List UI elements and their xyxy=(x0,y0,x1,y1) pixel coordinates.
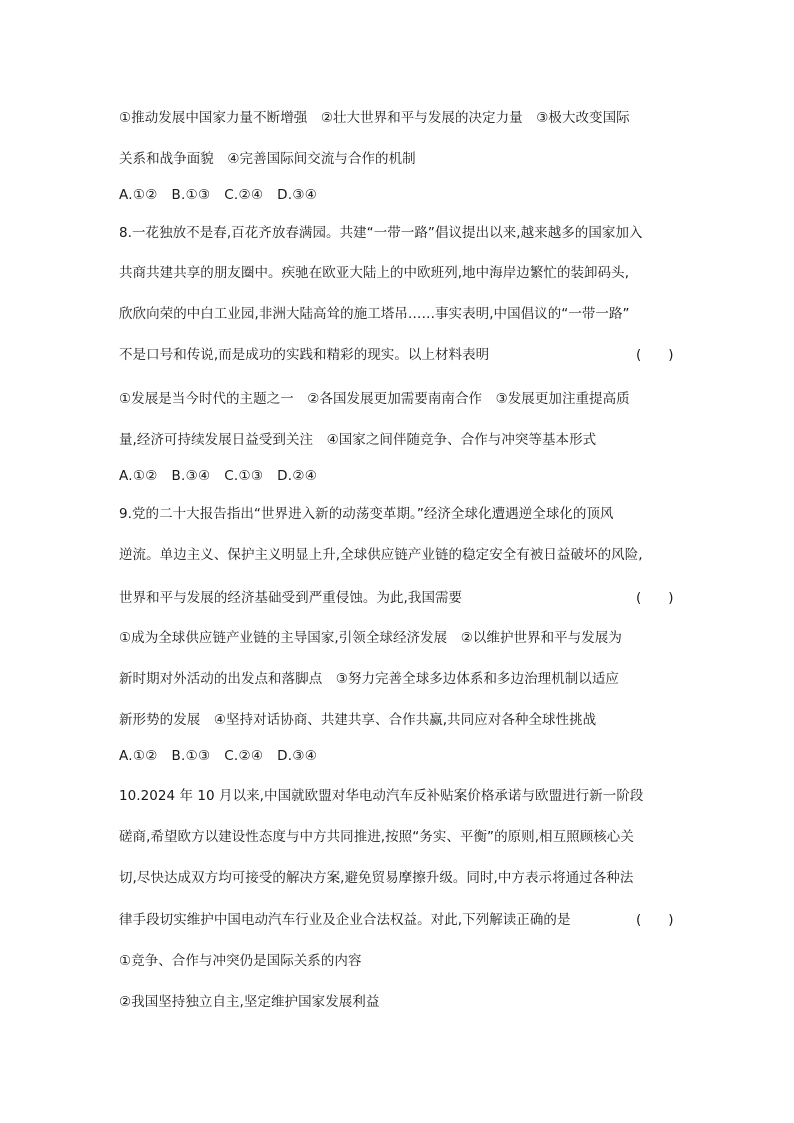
q8-stem-line-3: 欣欣向荣的中白工业园,非洲大陆高耸的施工塔吊……事实表明,中国倡议的“一带一路” xyxy=(119,306,630,322)
q10-stem-line-4: 律手段切实维护中国电动汽车行业及企业合法权益。对此,下列解读正确的是 xyxy=(119,912,571,928)
q10-choice-line-2: ②我国坚持独立自主,坚定维护国家发展利益 xyxy=(119,994,380,1010)
q10-stem-line-1: 10.2024 年 10 月以来,中国就欧盟对华电动汽车反补贴案价格承诺与欧盟进行新一阶段 xyxy=(119,788,644,804)
q10-stem-line-2: 磋商,希望欧方以建设性态度与中方共同推进,按照“务实、平衡”的原则,相互照顾核心关 xyxy=(119,829,634,845)
q8-answer-options: A.①② B.③④ C.①③ D.②④ xyxy=(119,468,318,484)
q9-stem-line-2: 逆流。单边主义、保护主义明显上升,全球供应链产业链的稳定安全有被日益破坏的风险, xyxy=(119,547,643,563)
q8-answer-bracket: ( ) xyxy=(636,347,674,363)
q9-choice-line-2: 新时期对外活动的出发点和落脚点 ③努力完善全球多边体系和多边治理机制以适应 xyxy=(119,671,619,687)
q10-stem-line-3: 切,尽快达成双方均可接受的解决方案,避免贸易摩擦升级。同时,中方表示将通过各种法 xyxy=(119,870,634,886)
q9-choice-line-3: 新形势的发展 ④坚持对话协商、共建共享、合作共赢,共同应对各种全球性挑战 xyxy=(119,712,597,728)
q9-stem-line-1: 9.党的二十大报告指出“世界进入新的动荡变革期。”经济全球化遭遇逆全球化的顶风 xyxy=(119,506,614,522)
q7-choice-line-2: 关系和战争面貌 ④完善国际间交流与合作的机制 xyxy=(119,151,416,167)
q9-choice-line-1: ①成为全球供应链产业链的主导国家,引领全球经济发展 ②以维护世界和平与发展为 xyxy=(119,630,622,646)
q9-answer-bracket: ( ) xyxy=(636,590,674,606)
q8-choice-line-1: ①发展是当今时代的主题之一 ②各国发展更加需要南南合作 ③发展更加注重提高质 xyxy=(119,391,630,407)
q10-choice-line-1: ①竞争、合作与冲突仍是国际关系的内容 xyxy=(119,953,362,969)
q7-choice-line-1: ①推动发展中国家力量不断增强 ②壮大世界和平与发展的决定力量 ③极大改变国际 xyxy=(119,110,630,126)
q8-stem-line-1: 8.一花独放不是春,百花齐放春满园。共建“一带一路”倡议提出以来,越来越多的国家加入 xyxy=(119,225,643,241)
q7-answer-options: A.①② B.①③ C.②④ D.③④ xyxy=(119,187,318,203)
q8-stem-line-2: 共商共建共享的朋友圈中。疾驰在欧亚大陆上的中欧班列,地中海岸边繁忙的装卸码头, xyxy=(119,265,630,281)
q8-choice-line-2: 量,经济可持续发展日益受到关注 ④国家之间伴随竞争、合作与冲突等基本形式 xyxy=(119,432,597,448)
q8-stem-line-4: 不是口号和传说,而是成功的实践和精彩的现实。以上材料表明 xyxy=(119,347,490,363)
q10-answer-bracket: ( ) xyxy=(636,912,674,928)
q9-answer-options: A.①② B.①③ C.②④ D.③④ xyxy=(119,748,318,764)
q9-stem-line-3: 世界和平与发展的经济基础受到严重侵蚀。为此,我国需要 xyxy=(119,590,463,606)
